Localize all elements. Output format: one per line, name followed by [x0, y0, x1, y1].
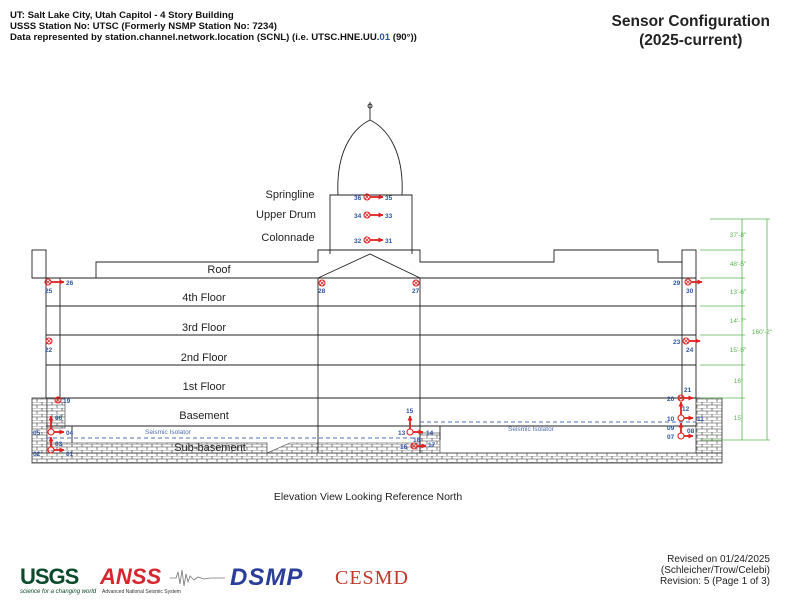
level-1st-floor: 1st Floor [182, 381, 226, 393]
sensor-label-26: 26 [66, 280, 74, 287]
sensor-label-35: 35 [385, 195, 393, 202]
sensor-label-18: 18 [413, 437, 421, 444]
title-line-2: (2025-current) [639, 32, 743, 49]
logos [20, 562, 440, 598]
sensor-label-25: 25 [45, 288, 53, 295]
anss-logo: ANSS [100, 564, 162, 589]
dim-label: 14'-7" [729, 318, 747, 325]
sensor-label-16: 16 [400, 444, 408, 451]
sensor-labels [33, 195, 704, 458]
sensor-label-33: 33 [385, 213, 393, 220]
sensor-label-34: 34 [354, 213, 362, 220]
sensor-label-02: 02 [33, 451, 41, 458]
sensor-label-01: 01 [66, 451, 74, 458]
seismic-isolator-label-right: Seismic Isolator [508, 426, 554, 433]
sensor-label-30: 30 [686, 288, 694, 295]
caption: Elevation View Looking Reference North [273, 491, 463, 503]
dim-label-total: 160'-2" [751, 329, 773, 336]
sensor-label-29: 29 [673, 280, 681, 287]
header-line-1: UT: Salt Lake City, Utah Capitol - 4 Story Building [10, 10, 234, 21]
foundation-brick [32, 398, 722, 463]
sensor-label-09: 09 [667, 425, 675, 432]
sensor-label-15: 15 [406, 408, 414, 415]
cesmd-logo: CESMD [335, 567, 409, 589]
revision-number: Revision: 5 (Page 1 of 3) [659, 576, 770, 587]
level-4th-floor: 4th Floor [182, 292, 226, 304]
header-channel: 01 [379, 32, 391, 43]
level-2nd-floor: 2nd Floor [180, 352, 228, 364]
revision-info [660, 554, 770, 587]
sensor-label-06: 06 [55, 415, 63, 422]
revision-date: Revised on 01/24/2025 [667, 554, 770, 565]
sensor-label-36: 36 [354, 195, 362, 202]
level-labels [174, 189, 316, 454]
sensor-label-32: 32 [354, 238, 362, 245]
dimension-labels [730, 232, 773, 422]
seismic-isolator-lines [46, 422, 696, 438]
sensor-label-17: 17 [428, 442, 436, 449]
level-springline: Springline [265, 189, 315, 201]
sensor-label-12: 12 [682, 406, 690, 413]
sensor-label-03: 03 [55, 441, 63, 448]
dim-label: 15' [733, 415, 743, 422]
dim-label: 16' [733, 378, 743, 385]
sensor-label-27: 27 [412, 288, 420, 295]
sensor-label-22: 22 [45, 347, 53, 354]
level-upper-drum: Upper Drum [256, 209, 316, 221]
level-colonnade: Colonnade [261, 232, 315, 244]
dim-label: 37'-8" [729, 232, 747, 239]
sensor-label-11: 11 [697, 416, 704, 423]
sensor-label-10: 10 [667, 416, 675, 423]
sensor-label-05: 05 [33, 430, 41, 437]
header-line-3-post: (90°)) [390, 32, 417, 43]
revision-authors: (Schleicher/Trow/Celebi) [660, 565, 770, 576]
sensor-label-24: 24 [686, 347, 694, 354]
seismogram-icon [170, 568, 225, 588]
level-basement: Basement [179, 410, 229, 422]
dsmp-logo: DSMP [230, 564, 304, 591]
sensor-label-19: 19 [63, 398, 71, 405]
sensor-label-04: 04 [66, 430, 74, 437]
sensor-label-31: 31 [385, 238, 393, 245]
title-line-1: Sensor Configuration [611, 13, 770, 30]
sensor-label-28: 28 [318, 288, 326, 295]
sensor-label-13: 13 [398, 430, 406, 437]
sensor-label-20: 20 [667, 396, 675, 403]
header-line-3-pre: Data represented by station.channel.network.location (SCNL) (i.e. UTSC.HNE.UU. [10, 32, 380, 43]
sensor-label-14: 14 [426, 430, 434, 437]
dim-label: 15'-5" [729, 347, 747, 354]
header-line-2: USSS Station No: UTSC (Formerly NSMP Station No: 7234) [10, 21, 277, 32]
level-roof: Roof [207, 264, 231, 276]
usgs-tagline: science for a changing world [20, 589, 97, 595]
dim-label: 48'-5" [729, 261, 747, 268]
sensor-label-21: 21 [684, 387, 692, 394]
building-outline [32, 102, 696, 453]
seismic-isolator-label-left: Seismic Isolator [145, 429, 191, 436]
anss-tagline: Advanced National Seismic System [102, 589, 181, 595]
usgs-logo: USGS [20, 564, 79, 589]
sensor-label-08: 08 [687, 428, 695, 435]
dim-label: 13'-6" [729, 289, 747, 296]
level-sub-basement: Sub-basement [174, 442, 246, 454]
sensor-label-07: 07 [667, 434, 675, 441]
sensor-marks [45, 194, 702, 453]
level-3rd-floor: 3rd Floor [181, 322, 227, 334]
sensor-label-23: 23 [673, 339, 681, 346]
